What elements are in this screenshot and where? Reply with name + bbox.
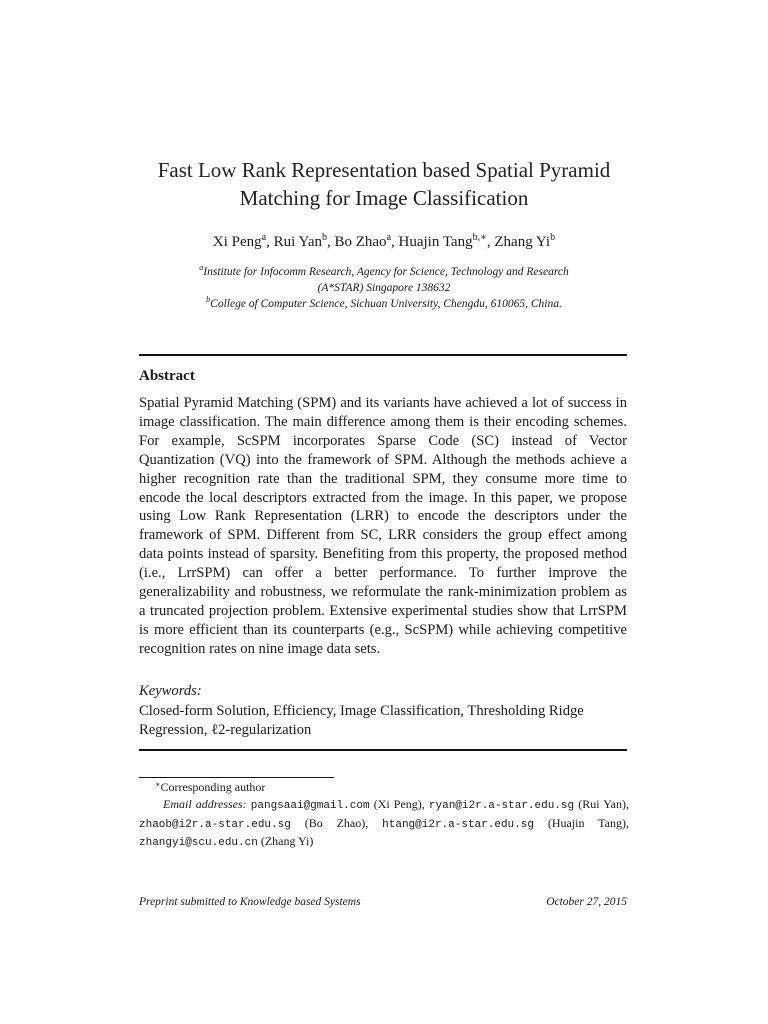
email-link[interactable]: ryan@i2r.a-star.edu.sg bbox=[428, 800, 575, 812]
preprint-note: Preprint submitted to Knowledge based Systems bbox=[139, 896, 361, 908]
email-owner: (Zhang Yi) bbox=[257, 834, 314, 848]
author-affil-mark: b,∗ bbox=[472, 232, 487, 243]
author-name: Zhang Yi bbox=[494, 234, 551, 250]
author-affil-mark: b bbox=[550, 232, 556, 243]
paper-title bbox=[100, 156, 668, 212]
author-name: Huajin Tang bbox=[398, 234, 473, 250]
affiliation-a-mark: a bbox=[199, 263, 204, 272]
affiliation-b-mark: b bbox=[206, 295, 211, 304]
corresponding-author-note bbox=[155, 780, 265, 795]
author-separator: , bbox=[326, 234, 335, 250]
email-label: Email addresses: bbox=[163, 797, 247, 811]
author-affil-mark: a bbox=[386, 232, 392, 243]
abstract-text: Spatial Pyramid Matching (SPM) and its variants have achieved a lot of success in image classification. The main difference among them is their encoding schemes. For example, ScSPM incorporates Sparse Code (SC) instead of Vector Quantization (VQ) into the framework of SPM. Although the methods achieve a higher recognition rate than the traditional SPM, they consume more time to encode the local descriptors extracted from the image. In this paper, we propose using Low Rank Representation (LRR) to encode the descriptors under the framework of SPM. Different from SC, LRR considers the group effect among data points instead of sparsity. Benefiting from this property, the proposed method (i.e., LrrSPM) can offer a better performance. To further improve the generalizability and robustness, we reformulate the rank-minimization problem as a truncated projection problem. Extensive experimental studies show that LrrSPM is more efficient than its counterparts (e.g., ScSPM) while achieving competitive recognition rates on nine image data sets. bbox=[139, 395, 627, 657]
email-owner: (Rui Yan), bbox=[574, 797, 630, 811]
preprint-date: October 27, 2015 bbox=[546, 896, 627, 908]
abstract-heading: Abstract bbox=[139, 368, 195, 384]
affiliation-a bbox=[100, 264, 668, 280]
email-link[interactable]: pangsaai@gmail.com bbox=[250, 800, 370, 812]
affiliation-b-line-1: College of Computer Science, Sichuan University, Chengdu, 610065, China. bbox=[210, 298, 562, 310]
author-name: Xi Peng bbox=[212, 234, 262, 250]
email-addresses bbox=[139, 796, 629, 852]
author-affil-mark: a bbox=[261, 232, 267, 243]
email-link[interactable]: htang@i2r.a-star.edu.sg bbox=[382, 818, 534, 831]
author-name: Rui Yan bbox=[273, 234, 322, 250]
affiliation-b bbox=[100, 296, 668, 312]
email-owner: (Xi Peng), bbox=[369, 797, 429, 811]
affiliation-a-line-2: (A*STAR) Singapore 138632 bbox=[317, 282, 451, 294]
abstract-bottom-rule bbox=[139, 749, 627, 751]
email-owner: (Bo Zhao), bbox=[290, 815, 383, 830]
author-separator: , bbox=[486, 234, 495, 250]
abstract-top-rule bbox=[139, 354, 627, 356]
affiliation-a-line-1: Institute for Infocomm Research, Agency for Science, Technology and Research bbox=[203, 266, 569, 278]
affiliations bbox=[100, 264, 668, 312]
keywords-heading: Keywords: bbox=[139, 683, 202, 699]
email-owner: (Huajin Tang), bbox=[533, 815, 629, 830]
author-separator: , bbox=[266, 234, 274, 250]
author-affil-mark: b bbox=[321, 232, 327, 243]
author-separator: , bbox=[391, 234, 399, 250]
author-name: Bo Zhao bbox=[334, 234, 387, 250]
title-line-2: Matching for Image Classification bbox=[239, 186, 529, 210]
corresponding-mark: ∗ bbox=[155, 780, 161, 789]
email-link[interactable]: zhangyi@scu.edu.cn bbox=[139, 837, 258, 849]
corresponding-text: Corresponding author bbox=[160, 780, 266, 794]
title-line-1: Fast Low Rank Representation based Spatial Pyramid bbox=[157, 158, 611, 182]
author-list bbox=[100, 232, 668, 252]
email-link[interactable]: zhaob@i2r.a-star.edu.sg bbox=[139, 818, 291, 831]
footnote-rule bbox=[139, 777, 334, 778]
keywords-text: Closed-form Solution, Efficiency, Image Classification, Thresholding Ridge Regression, ℓ2-regularization bbox=[139, 703, 584, 738]
